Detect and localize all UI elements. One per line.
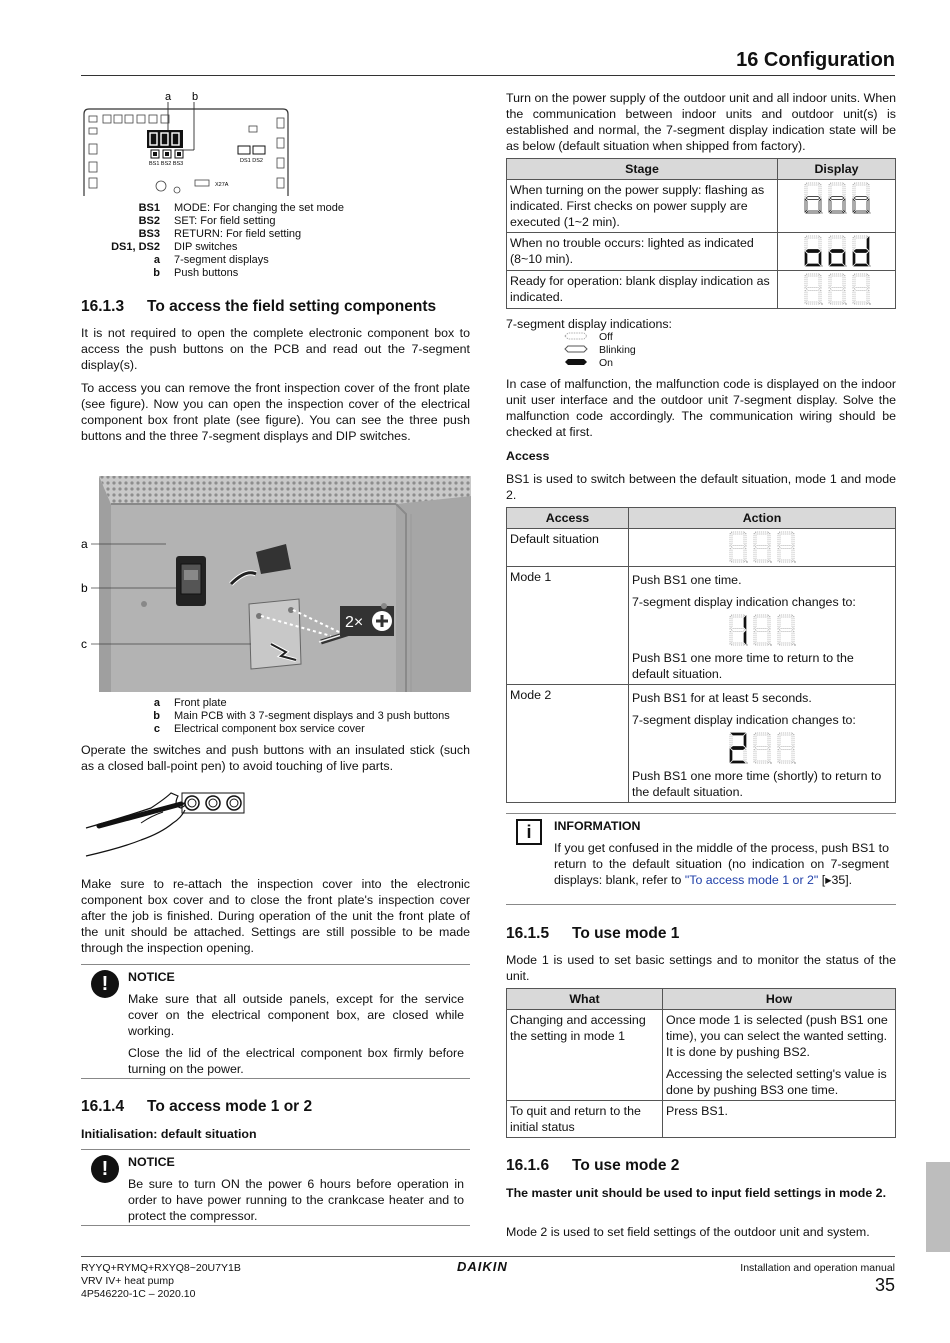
hand-pen-figure (81, 778, 261, 868)
information-text: If you get confused in the middle of the process, push BS1 to return to the default situation (no indication on 7-segment displays: blank, refer to "To access mode 1 or 2" [▸35]. (554, 841, 889, 887)
header-rule (81, 75, 895, 76)
notice-text: Be sure to turn ON the power 6 hours before operation in order to have power running to the crankcase heater and to protect the compressor. (128, 1177, 464, 1223)
pcb-x27a-label: X27A (215, 182, 229, 188)
seg-indications-title: 7-segment display indications: (506, 317, 672, 331)
stage-table: Stage Display When turning on the power supply: flashing as indicated. First checks on power supply are executed (1~2 min). When no trouble occurs: lighted as indicated (8~10 min). Ready for operation: blank display indication as indicated. (506, 158, 896, 309)
mode1-table: What How Changing and accessing the setting in mode 1 Once mode 1 is selected (push BS1 one time), you can select the wanted setting. It is done by pushing BS2. Accessing the selected setting's value is done by pushing BS3 one time. To quit and return to the initial status Press BS1. (506, 988, 896, 1138)
seg-display-mode1 (632, 614, 892, 647)
seg-blink-label: Blinking (599, 344, 636, 356)
unit-label-c: c (81, 637, 87, 651)
footer-manual: Installation and operation manual (740, 1262, 895, 1274)
pcb-legend: BS1 MODE: For changing the set mode BS2 SET: For field setting BS3 RETURN: For field setting DS1, DS2 DIP switches a 7-segment displays b Push buttons (111, 202, 344, 279)
unit-legend: a Front plate b Main PCB with 3 7-segment displays and 3 push buttons c Electrical component box service cover (153, 697, 450, 735)
notice-title: NOTICE (128, 970, 175, 984)
chapter-title: 16 Configuration (736, 49, 895, 71)
notice-title: NOTICE (128, 1155, 175, 1169)
seg-off-label: Off (599, 331, 613, 343)
brand-logo: DAIKIN (457, 1259, 508, 1274)
subheading: Access (506, 449, 550, 463)
unit-label-a: a (81, 537, 88, 551)
pcb-label-a: a (165, 91, 172, 103)
notice-text: Make sure that all outside panels, except for the service cover on the electrical component box, are closed while working. (128, 992, 464, 1038)
unit-label-b: b (81, 581, 88, 595)
outdoor-unit-figure (81, 474, 471, 694)
paragraph: Turn on the power supply of the outdoor unit and all indoor units. When the communication between indoor units and outdoor unit(s) is established and normal, the 7-segment display indication state will be as below (default situation when shipped from factory). (506, 91, 896, 153)
information-icon: i (516, 819, 542, 845)
paragraph: It is not required to open the complete electronic component box to access the push buttons on the PCB and read out the 7-segment display(s). (81, 326, 470, 372)
subheading: Initialisation: default situation (81, 1127, 257, 1141)
notice-box (81, 1149, 470, 1226)
seg-on-label: On (599, 357, 614, 369)
section-16-1-6-heading: 16.1.6 To use mode 2 (506, 1157, 680, 1174)
seg-display-lighted (778, 233, 896, 271)
page-number: 35 (874, 1275, 895, 1295)
notice-icon: ! (91, 970, 119, 998)
paragraph: In case of malfunction, the malfunction code is displayed on the indoor unit user interface and the outdoor unit 7-segment display. Solve the malfunction code accordingly. The communication wiring should be checked at first. (506, 377, 896, 439)
paragraph: Make sure to re-attach the inspection cover into the electronic component box cover and to close the front plate's inspection cover after the job is finished. During operation of the unit the front plate of the unit should be attached. Settings are still possible to be made through the inspection opening. (81, 877, 470, 955)
paragraph-bold: The master unit should be used to input field settings in mode 2. (506, 1186, 887, 1200)
repeat-badge: 2× (345, 614, 364, 631)
footer-series: VRV IV+ heat pump (81, 1275, 174, 1287)
section-16-1-4-heading: 16.1.4 To access mode 1 or 2 (81, 1098, 313, 1115)
access-table: Access Action Default situation Mode 1 Push BS1 one time. 7-segment display indication changes to: Push BS1 one more time to return to the default situation. Mode 2 Push BS1 for at least 5 seconds. 7-segment display indication changes to: Push BS1 one more time (shortly) to return to the default situation. (506, 507, 896, 803)
notice-text: Close the lid of the electrical component box firmly before turning on the power. (128, 1046, 464, 1076)
footer-model: RYYQ+RYMQ+RXYQ8~20U7Y1B (81, 1262, 241, 1274)
notice-icon: ! (91, 1155, 119, 1183)
pcb-bs-labels: BS1 BS2 BS3 (149, 161, 184, 167)
cross-reference-link[interactable]: "To access mode 1 or 2" (684, 873, 819, 887)
paragraph: To access you can remove the front inspection cover of the front plate (see figure). Now you can open the inspection cover of the electrical component box front plate (see figure). You can see the three push buttons and the three 7-segment displays and DIP switches. (81, 381, 470, 443)
page-arrow-icon: ▸ (825, 873, 832, 887)
pcb-figure (81, 88, 291, 200)
footer-doc-id: 4P546220-1C – 2020.10 (81, 1288, 196, 1300)
pcb-label-b: b (192, 91, 199, 103)
notice-box (81, 964, 470, 1079)
footer-rule (81, 1256, 895, 1257)
seg-display-mode2 (632, 732, 892, 765)
information-box (506, 813, 896, 905)
pcb-ds-labels: DS1 DS2 (240, 158, 263, 164)
paragraph: BS1 is used to switch between the default situation, mode 1 and mode 2. (506, 472, 896, 502)
section-16-1-5-heading: 16.1.5 To use mode 1 (506, 925, 680, 942)
section-16-1-3-heading: 16.1.3 To access the field setting components (81, 298, 437, 315)
chapter-tab (926, 1162, 950, 1252)
information-title: INFORMATION (554, 819, 641, 833)
paragraph: Mode 1 is used to set basic settings and to monitor the status of the unit. (506, 953, 896, 983)
paragraph: Mode 2 is used to set field settings of the outdoor unit and system. (506, 1225, 870, 1239)
seg-display-default (629, 529, 896, 567)
seg-display-flashing (778, 180, 896, 233)
paragraph: Operate the switches and push buttons with an insulated stick (such as a closed ball-point pen) to avoid touching of live parts. (81, 743, 470, 773)
seg-display-blank (778, 271, 896, 309)
